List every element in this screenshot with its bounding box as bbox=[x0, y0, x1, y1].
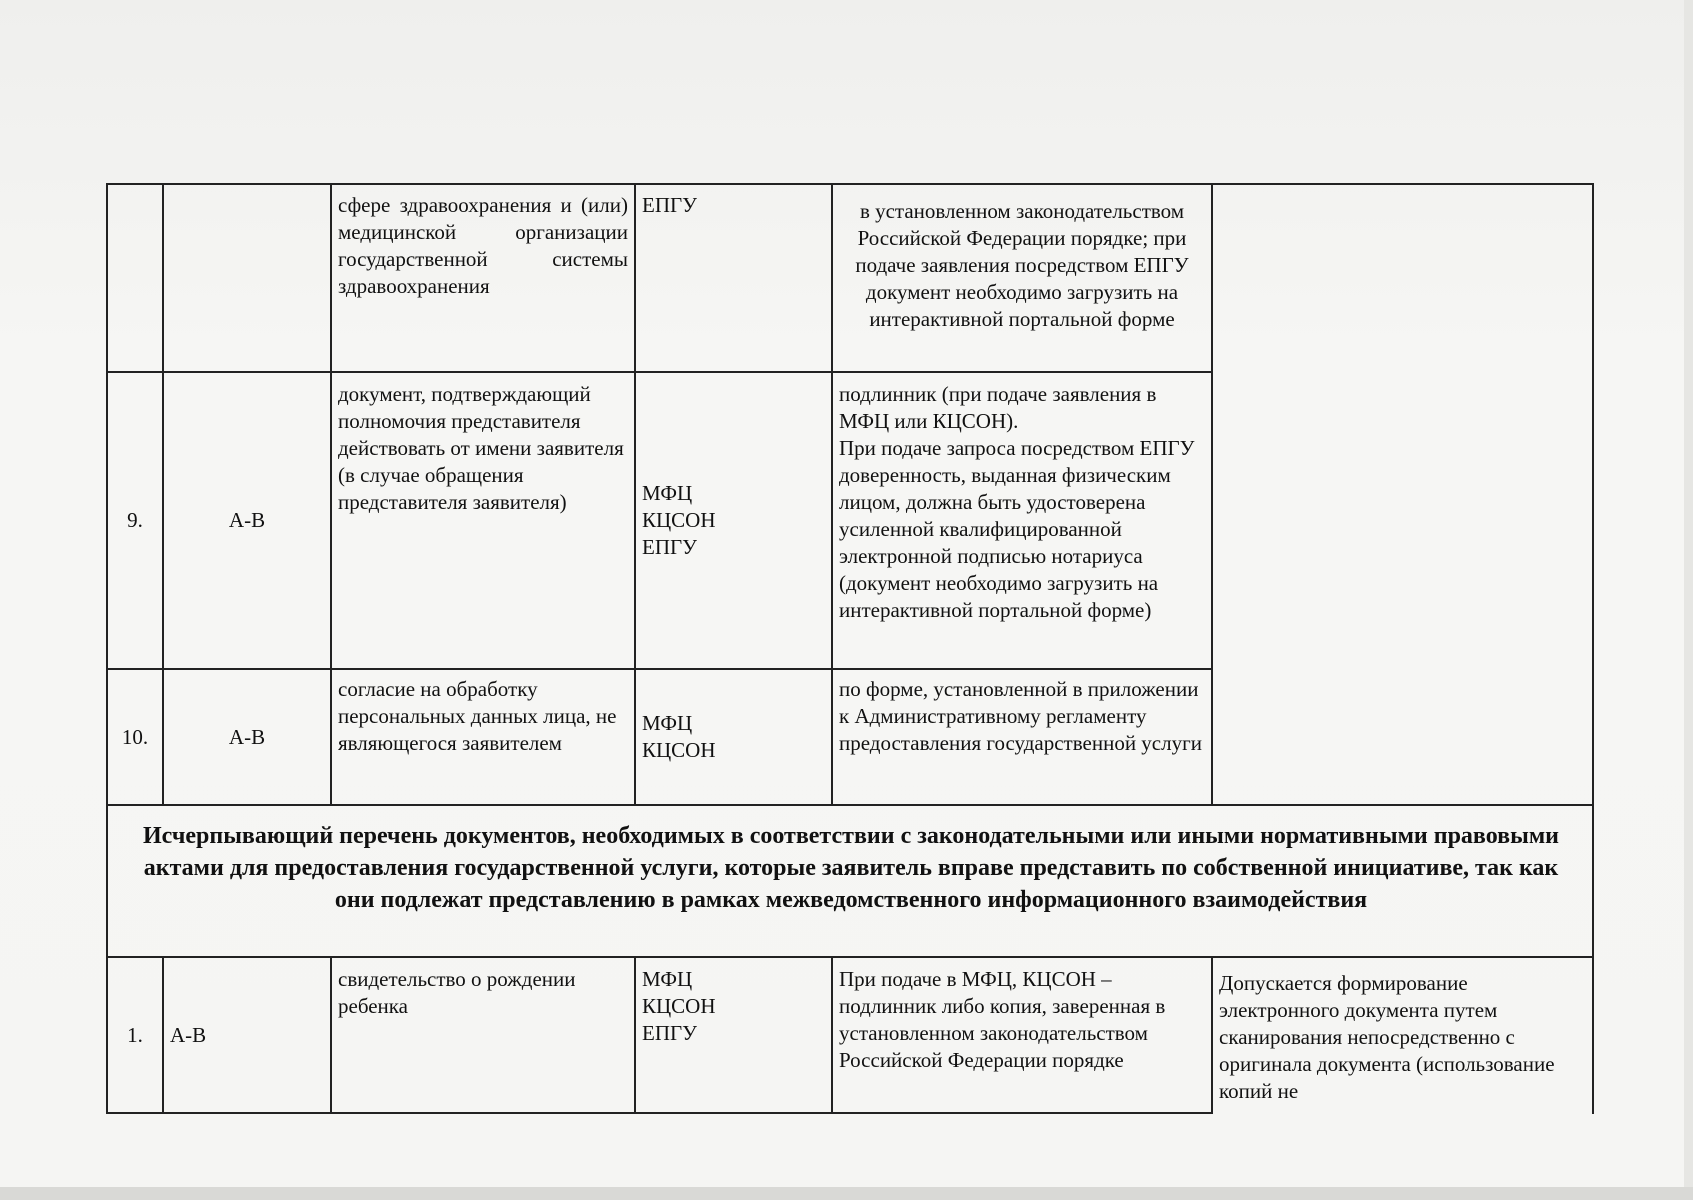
row-9-submission-text: МФЦ КЦСОН ЕПГУ bbox=[642, 481, 716, 559]
row-10-number-text: 10. bbox=[121, 724, 149, 749]
row-continued-category bbox=[164, 185, 330, 371]
row-1-submission: МФЦ КЦСОН ЕПГУ bbox=[642, 967, 716, 1045]
row-9-submission bbox=[636, 373, 831, 668]
row-1-requirements: При подаче в МФЦ, КЦСОН – подлинник либо копия, заверенная в установленном законодательством Российской Федерации порядке bbox=[839, 967, 1166, 1072]
row-continued-submission: ЕПГУ bbox=[642, 193, 698, 217]
row-1-number bbox=[108, 958, 162, 1112]
row-10-requirements: по форме, установленной в приложении к Административному регламенту предоставления государственной услуги bbox=[839, 677, 1202, 755]
row-9-document: документ, подтверждающий полномочия представителя действовать от имени заявителя (в случае обращения представителя заявителя) bbox=[338, 382, 624, 514]
row-10-submission bbox=[636, 670, 831, 804]
row-10-category-text: А-В bbox=[228, 724, 266, 749]
section-heading: Исчерпывающий перечень документов, необходимых в соответствии с законодательными или иными нормативными правовыми актами для предоставления государственной услуги, которые заявитель вправе представить по собственной инициативе, так как они подлежат представлению в рамках межведомственного информационного взаимодействия bbox=[142, 823, 1560, 913]
row-10-category bbox=[164, 670, 330, 804]
row-9-category-text: А-В bbox=[228, 508, 266, 532]
row-9-number-text: 9. bbox=[127, 508, 143, 532]
row-9-category bbox=[164, 373, 330, 668]
row-10-document: согласие на обработку персональных данных лица, не являющегося заявителем bbox=[338, 677, 617, 755]
row-9-requirements: подлинник (при подаче заявления в МФЦ или КЦСОН). При подаче запроса посредством ЕПГУ доверенность, выданная физическим лицом, должна быть удостоверена усиленной квалифицированной электронной подписью нотариуса (документ необходимо загрузить на интерактивной портальной форме) bbox=[839, 382, 1195, 622]
scan-edge-right bbox=[1684, 0, 1693, 1200]
scan-edge-bottom bbox=[0, 1187, 1693, 1200]
row-continued-document: сфере здравоохранения и (или) медицинской организации государственной системы здравоохранения bbox=[338, 193, 628, 298]
row-10-number bbox=[108, 670, 162, 804]
row-1-category bbox=[164, 958, 330, 1112]
row-continued-requirements: в установленном законодательством Российской Федерации порядке; при подаче заявления посредством ЕПГУ документ необходимо загрузить на интерактивной портальной форме bbox=[855, 199, 1189, 331]
row-1-notes: Допускается формирование электронного документа путем сканирования непосредственно с оригинала документа (использование копий не bbox=[1219, 971, 1555, 1103]
row-continued-number bbox=[108, 185, 162, 371]
row-1-number-text: 1. bbox=[127, 1022, 143, 1047]
row-1-document: свидетельство о рождении ребенка bbox=[338, 967, 576, 1018]
row-9-number bbox=[108, 373, 162, 668]
row-10-submission-text: МФЦ КЦСОН bbox=[642, 711, 716, 762]
row-1-category-text: А-В bbox=[170, 1022, 207, 1047]
